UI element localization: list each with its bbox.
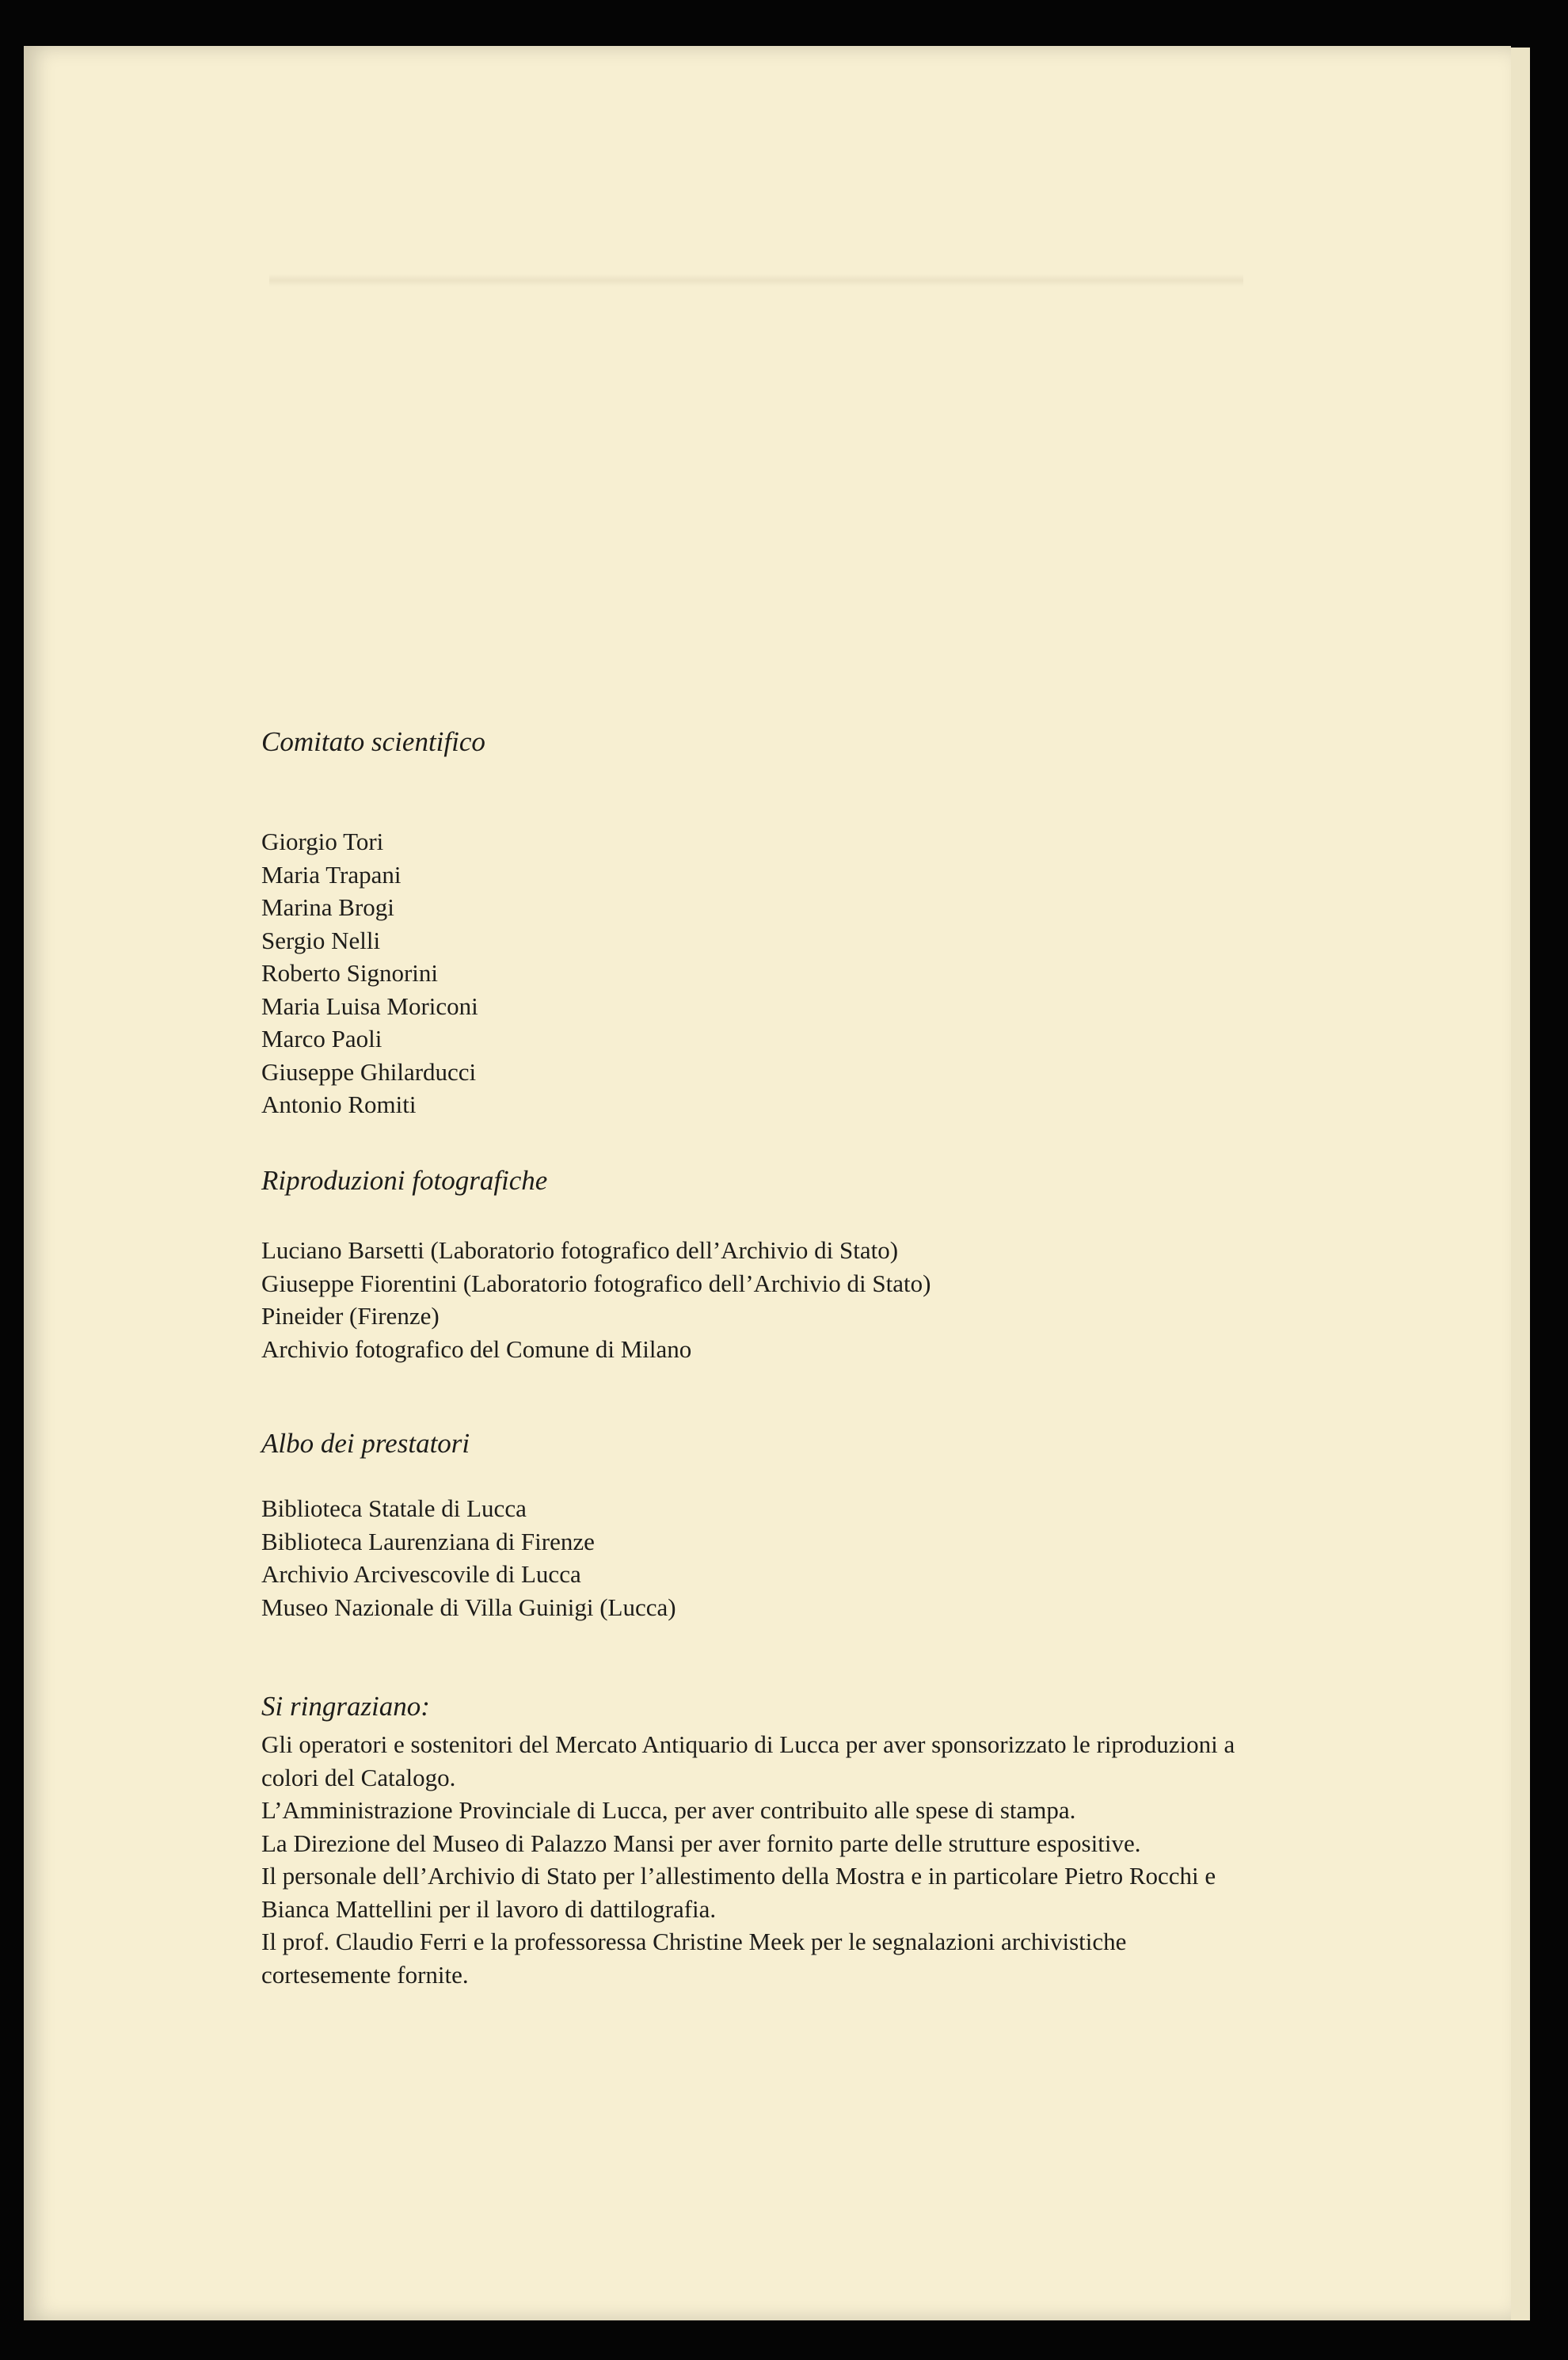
ringraziamenti-list <box>261 1728 1235 1991</box>
list-item: Roberto Signorini <box>261 959 439 987</box>
list-item: Maria Trapani <box>261 860 402 889</box>
list-item: Archivio fotografico del Comune di Milano <box>261 1334 692 1363</box>
ringraziamenti-title: Si ringraziano: <box>261 1691 430 1722</box>
list-item: Gli operatori e sostenitori del Mercato Antiquario di Lucca per aver sponsorizzato le riproduzioni a colori del Catalogo. <box>261 1730 1235 1791</box>
list-item: Giuseppe Fiorentini (Laboratorio fotografico dell’Archivio di Stato) <box>261 1269 931 1297</box>
show-through-line <box>269 274 1243 287</box>
list-item: Maria Luisa Moriconi <box>261 992 478 1020</box>
riproduzioni-list <box>261 1234 931 1365</box>
list-item: Pineider (Firenze) <box>261 1302 440 1330</box>
riproduzioni-title: Riproduzioni fotografiche <box>261 1165 548 1196</box>
list-item: Marco Paoli <box>261 1025 382 1052</box>
list-item: Marina Brogi <box>261 893 394 921</box>
list-item: Archivio Arcivescovile di Lucca <box>261 1560 581 1588</box>
albo-title: Albo dei prestatori <box>261 1428 470 1459</box>
list-item: Sergio Nelli <box>261 926 381 954</box>
list-item: L’Amministrazione Provinciale di Lucca, per aver contribuito alle spese di stampa. <box>261 1796 1076 1824</box>
list-item: Il personale dell’Archivio di Stato per l’allestimento della Mostra e in particolare Pietro Rocchi e Bianca Mattellini per il lavoro di dattilografia. <box>261 1862 1216 1923</box>
list-item: Museo Nazionale di Villa Guinigi (Lucca) <box>261 1593 676 1621</box>
list-item: Biblioteca Statale di Lucca <box>261 1494 527 1522</box>
list-item: Giuseppe Ghilarducci <box>261 1057 477 1086</box>
document-page <box>24 46 1511 2320</box>
list-item: Giorgio Tori <box>261 828 384 855</box>
albo-list <box>261 1492 676 1623</box>
list-item: Il prof. Claudio Ferri e la professoressa Christine Meek per le segnalazioni archivistiche cortesemente fornite. <box>261 1928 1127 1989</box>
list-item: Luciano Barsetti (Laboratorio fotografico dell’Archivio di Stato) <box>261 1236 899 1264</box>
list-item: Biblioteca Laurenziana di Firenze <box>261 1527 595 1555</box>
list-item: La Direzione del Museo di Palazzo Mansi per aver fornito parte delle strutture espositive. <box>261 1829 1141 1857</box>
list-item: Antonio Romiti <box>261 1091 417 1118</box>
comitato-title: Comitato scientifico <box>261 726 485 757</box>
comitato-list <box>261 825 478 1121</box>
